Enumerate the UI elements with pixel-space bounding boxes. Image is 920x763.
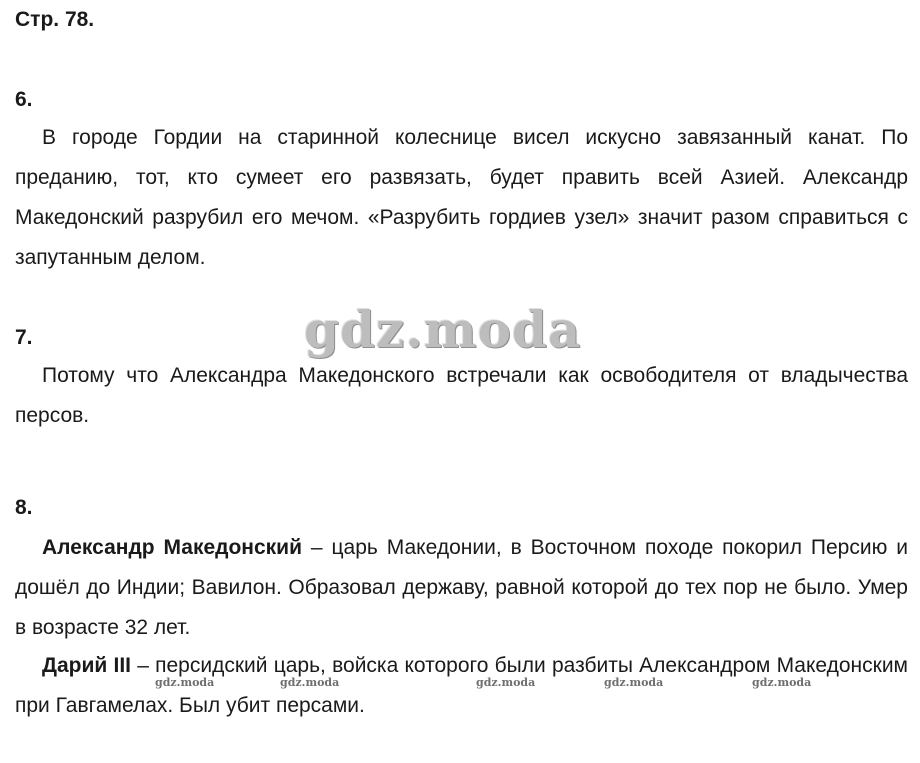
watermark-small-2: gdz.moda [280,676,340,689]
term-darius: Дарий III [42,654,132,677]
definition-alexander: – царь Македонии, в Восточном походе покорил Персию и дошёл до Индии; Вавилон. Образовал державу, равной которой до тех пор не было. Умер в возрасте 32 лет. [15,536,908,639]
term-alexander: Александр Македонский [42,536,302,559]
page-header: Стр. 78. [15,8,95,31]
task-7-answer: Потому что Александра Македонского встречали как освободителя от владычества персов. [15,364,908,427]
watermark-small-4: gdz.moda [604,676,664,689]
task-number-6: 6. [15,88,33,111]
task-number-8: 8. [15,496,33,519]
watermark-small-3: gdz.moda [476,676,536,689]
task-number-7: 7. [15,326,33,349]
watermark-small-1: gdz.moda [155,676,215,689]
task-8-answer-alexander [15,528,908,648]
definition-darius: – персидский царь, войска которого были разбиты Александром Македонским при Гавгамелах. Был убит персами. [15,654,908,717]
task-6-answer: В городе Гордии на старинной колеснице висел искусно завязанный канат. По преданию, тот, кто сумеет его развязать, будет править всей Азией. Александр Македонский разрубил его мечом. «Разрубить гордиев узел» значит разом справиться с запутанным делом. [15,126,908,269]
watermark-logo: gdz.moda [304,300,582,359]
watermark-small-5: gdz.moda [752,676,812,689]
